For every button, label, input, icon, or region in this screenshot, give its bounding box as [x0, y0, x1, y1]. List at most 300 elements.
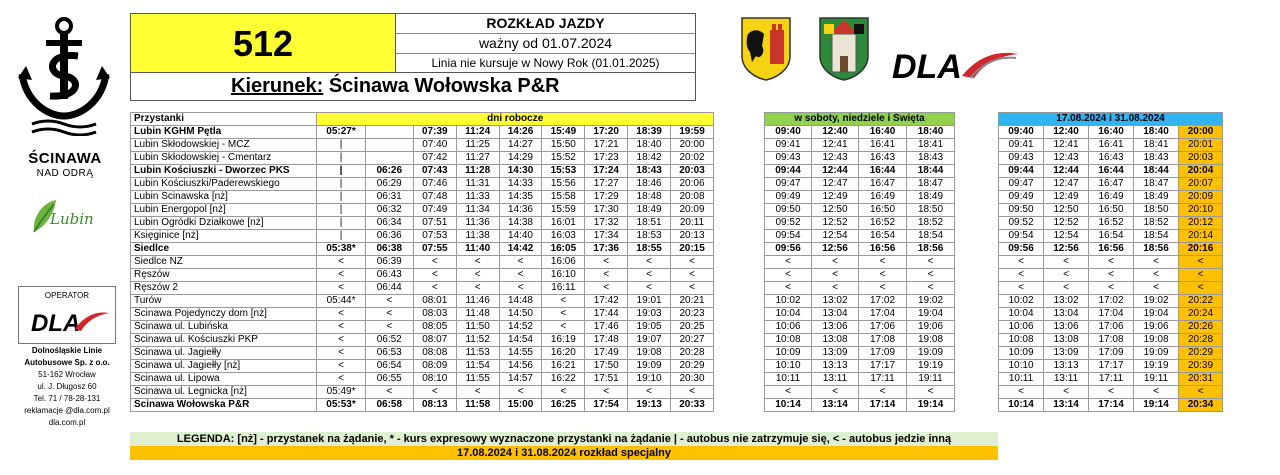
- departure-time: 20:06: [671, 178, 714, 191]
- departure-time: 17:51: [585, 373, 628, 386]
- departure-time: 20:21: [671, 295, 714, 308]
- departure-time: 06:31: [365, 191, 413, 204]
- departure-time: 19:09: [628, 360, 671, 373]
- departure-time: 09:40: [999, 126, 1044, 139]
- departure-time: 18:56: [1134, 243, 1179, 256]
- departure-time: 12:43: [1044, 152, 1089, 165]
- direction-label: Kierunek:: [231, 75, 324, 97]
- departure-time: 20:00: [671, 139, 714, 152]
- departure-time: 16:54: [1089, 230, 1134, 243]
- operator-postcode: 51-162 Wrocław: [38, 370, 96, 379]
- departure-time: <: [1179, 386, 1223, 399]
- table-row: [765, 373, 955, 386]
- departure-time: 15:56: [542, 178, 585, 191]
- departure-time: 05:49*: [317, 386, 365, 399]
- departure-time: 20:00: [1179, 126, 1223, 139]
- departure-time: 18:39: [628, 126, 671, 139]
- departure-time: <: [907, 256, 955, 269]
- departure-time: 17:48: [585, 334, 628, 347]
- departure-time: 16:56: [1089, 243, 1134, 256]
- departure-time: 15:50: [542, 139, 585, 152]
- departure-time: <: [585, 256, 628, 269]
- stop-name: Ścinawa ul. Lubińska: [131, 321, 317, 334]
- table-row: [765, 399, 955, 412]
- departure-time: 14:42: [499, 243, 542, 256]
- departure-time: |: [317, 165, 365, 178]
- departure-time: 07:39: [413, 126, 456, 139]
- departure-time: <: [413, 256, 456, 269]
- table-row: [999, 256, 1223, 269]
- departure-time: 16:43: [1089, 152, 1134, 165]
- departure-time: 11:31: [456, 178, 499, 191]
- departure-time: 09:49: [765, 191, 812, 204]
- departure-time: 18:44: [1134, 165, 1179, 178]
- departure-time: |: [317, 152, 365, 165]
- table-row: [999, 347, 1223, 360]
- departure-time: 06:29: [365, 178, 413, 191]
- departure-time: <: [999, 256, 1044, 269]
- operator-website[interactable]: dla.com.pl: [48, 418, 86, 427]
- departure-time: 19:11: [907, 373, 955, 386]
- lubin-logo: [30, 196, 102, 236]
- departure-time: 18:54: [1134, 230, 1179, 243]
- departure-time: 13:06: [1044, 321, 1089, 334]
- departure-time: 19:19: [1134, 360, 1179, 373]
- table-row: [765, 282, 955, 295]
- departure-time: 19:13: [628, 399, 671, 412]
- departure-time: 19:14: [907, 399, 955, 412]
- departure-time: 18:41: [907, 139, 955, 152]
- stop-name: Lubin Skłodowskiej - MCZ: [131, 139, 317, 152]
- departure-time: <: [317, 256, 365, 269]
- departure-time: 18:51: [628, 217, 671, 230]
- departure-time: 14:30: [499, 165, 542, 178]
- departure-time: 17:17: [859, 360, 907, 373]
- departure-time: 11:58: [456, 399, 499, 412]
- operator-box: [18, 286, 116, 344]
- departure-time: 15:49: [542, 126, 585, 139]
- departure-time: <: [1044, 282, 1089, 295]
- departure-time: 16:47: [1089, 178, 1134, 191]
- departure-time: <: [1179, 269, 1223, 282]
- departure-time: 18:44: [907, 165, 955, 178]
- departure-time: 16:40: [1089, 126, 1134, 139]
- departure-time: <: [542, 321, 585, 334]
- departure-time: 18:52: [1134, 217, 1179, 230]
- special-rows: [999, 126, 1223, 412]
- table-row: [999, 321, 1223, 334]
- departure-time: 17:08: [859, 334, 907, 347]
- table-row: [999, 373, 1223, 386]
- departure-time: 20:07: [1179, 178, 1223, 191]
- table-row: [999, 269, 1223, 282]
- departure-time: 20:33: [671, 399, 714, 412]
- table-row: [765, 165, 955, 178]
- stop-name: Księginice [nż]: [131, 230, 317, 243]
- departure-time: <: [317, 373, 365, 386]
- departure-time: 16:01: [542, 217, 585, 230]
- departure-time: 18:48: [628, 191, 671, 204]
- departure-time: 20:01: [1179, 139, 1223, 152]
- departure-time: 20:04: [1179, 165, 1223, 178]
- table-row: [765, 360, 955, 373]
- departure-time: <: [317, 360, 365, 373]
- departure-time: <: [317, 282, 365, 295]
- service-note: Linia nie kursuje w Nowy Rok (01.01.2025): [431, 56, 660, 70]
- departure-time: 19:14: [1134, 399, 1179, 412]
- departure-time: <: [365, 308, 413, 321]
- departure-time: 11:38: [456, 230, 499, 243]
- departure-time: 09:44: [765, 165, 812, 178]
- departure-time: 11:40: [456, 243, 499, 256]
- departure-time: 18:49: [628, 204, 671, 217]
- departure-time: <: [317, 269, 365, 282]
- departure-time: 13:02: [812, 295, 859, 308]
- departure-time: 13:04: [1044, 308, 1089, 321]
- departure-time: 16:43: [859, 152, 907, 165]
- departure-time: <: [1134, 386, 1179, 399]
- table-row: [765, 204, 955, 217]
- stop-name: Siedlce NŻ: [131, 256, 317, 269]
- departure-time: 13:14: [1044, 399, 1089, 412]
- departure-time: <: [1089, 269, 1134, 282]
- departure-time: 17:14: [859, 399, 907, 412]
- departure-time: 17:04: [1089, 308, 1134, 321]
- table-row: [999, 243, 1223, 256]
- table-row: [131, 373, 714, 386]
- departure-time: <: [812, 269, 859, 282]
- departure-time: 20:34: [1179, 399, 1223, 412]
- departure-time: <: [365, 386, 413, 399]
- departure-time: 06:53: [365, 347, 413, 360]
- departure-time: 14:52: [499, 321, 542, 334]
- departure-time: <: [999, 282, 1044, 295]
- departure-time: |: [317, 178, 365, 191]
- weekday-header: dni robocze: [317, 113, 714, 126]
- departure-time: 19:02: [1134, 295, 1179, 308]
- departure-time: <: [317, 321, 365, 334]
- departure-time: 19:09: [1134, 347, 1179, 360]
- departure-time: 16:21: [542, 360, 585, 373]
- table-row: [999, 399, 1223, 412]
- table-row: [999, 178, 1223, 191]
- departure-time: 17:02: [1089, 295, 1134, 308]
- departure-time: 08:07: [413, 334, 456, 347]
- departure-time: 18:43: [907, 152, 955, 165]
- departure-time: <: [628, 269, 671, 282]
- operator-street: ul. J. Długosz 60: [37, 382, 97, 391]
- stop-name: Lubin Skłodowskiej - Cmentarz: [131, 152, 317, 165]
- departure-time: 13:14: [812, 399, 859, 412]
- departure-time: 20:15: [671, 243, 714, 256]
- departure-time: 10:11: [765, 373, 812, 386]
- stop-name: Lubin Ścinawska [nż]: [131, 191, 317, 204]
- departure-time: <: [499, 269, 542, 282]
- departure-time: 06:43: [365, 269, 413, 282]
- departure-time: 09:54: [765, 230, 812, 243]
- departure-time: 18:40: [1134, 126, 1179, 139]
- departure-time: 09:54: [999, 230, 1044, 243]
- departure-time: 12:54: [1044, 230, 1089, 243]
- departure-time: 17:27: [585, 178, 628, 191]
- departure-time: 14:55: [499, 347, 542, 360]
- departure-time: <: [628, 386, 671, 399]
- departure-time: 18:40: [907, 126, 955, 139]
- departure-time: 17:09: [859, 347, 907, 360]
- departure-time: 10:09: [999, 347, 1044, 360]
- departure-time: 12:52: [1044, 217, 1089, 230]
- stop-name: Siedlce: [131, 243, 317, 256]
- departure-time: 20:39: [1179, 360, 1223, 373]
- departure-time: 14:38: [499, 217, 542, 230]
- departure-time: 19:07: [628, 334, 671, 347]
- departure-time: 16:49: [859, 191, 907, 204]
- departure-time: <: [859, 282, 907, 295]
- departure-time: 14:26: [499, 126, 542, 139]
- departure-time: |: [317, 217, 365, 230]
- departure-time: 10:02: [765, 295, 812, 308]
- table-row: [999, 360, 1223, 373]
- table-row: [131, 243, 714, 256]
- departure-time: 11:36: [456, 217, 499, 230]
- table-row: [765, 269, 955, 282]
- special-header: 17.08.2024 i 31.08.2024: [999, 113, 1223, 126]
- title-box: [396, 13, 696, 73]
- departure-time: <: [1044, 386, 1089, 399]
- departure-time: 11:34: [456, 204, 499, 217]
- departure-time: 19:08: [1134, 334, 1179, 347]
- special-timetable: [998, 112, 1223, 412]
- departure-time: 11:25: [456, 139, 499, 152]
- departure-time: 10:04: [765, 308, 812, 321]
- departure-time: 20:09: [1179, 191, 1223, 204]
- departure-time: 13:04: [812, 308, 859, 321]
- departure-time: 19:02: [907, 295, 955, 308]
- departure-time: <: [542, 308, 585, 321]
- table-row: [765, 243, 955, 256]
- departure-time: 18:49: [1134, 191, 1179, 204]
- departure-time: 16:50: [859, 204, 907, 217]
- departure-time: 19:04: [1134, 308, 1179, 321]
- departure-time: 10:10: [999, 360, 1044, 373]
- departure-time: 14:54: [499, 334, 542, 347]
- departure-time: <: [413, 269, 456, 282]
- departure-time: 17:30: [585, 204, 628, 217]
- departure-time: 19:03: [628, 308, 671, 321]
- coat-of-arms-tower-icon: [818, 16, 870, 82]
- departure-time: |: [317, 191, 365, 204]
- departure-time: 11:52: [456, 334, 499, 347]
- stop-name: Lubin Kościuszki/Paderewskiego: [131, 178, 317, 191]
- table-row: [131, 204, 714, 217]
- departure-time: 14:35: [499, 191, 542, 204]
- departure-time: 11:46: [456, 295, 499, 308]
- departure-time: <: [671, 269, 714, 282]
- departure-time: <: [628, 282, 671, 295]
- stops-header: Przystanki: [131, 113, 317, 126]
- departure-time: 05:38*: [317, 243, 365, 256]
- departure-time: 20:08: [671, 191, 714, 204]
- departure-time: 13:09: [1044, 347, 1089, 360]
- departure-time: 07:55: [413, 243, 456, 256]
- departure-time: <: [1089, 256, 1134, 269]
- departure-time: 15:52: [542, 152, 585, 165]
- departure-time: 20:03: [671, 165, 714, 178]
- departure-time: 20:14: [1179, 230, 1223, 243]
- departure-time: 19:11: [1134, 373, 1179, 386]
- departure-time: |: [317, 204, 365, 217]
- departure-time: [365, 152, 413, 165]
- departure-time: 08:03: [413, 308, 456, 321]
- departure-time: 20:24: [1179, 308, 1223, 321]
- departure-time: 15:00: [499, 399, 542, 412]
- departure-time: 09:50: [765, 204, 812, 217]
- departure-time: 15:59: [542, 204, 585, 217]
- departure-time: <: [1134, 269, 1179, 282]
- departure-time: 14:57: [499, 373, 542, 386]
- departure-time: 12:50: [812, 204, 859, 217]
- table-row: [131, 126, 714, 139]
- departure-time: 08:05: [413, 321, 456, 334]
- departure-time: 12:47: [1044, 178, 1089, 191]
- departure-time: 10:09: [765, 347, 812, 360]
- table-row: [765, 230, 955, 243]
- departure-time: 06:58: [365, 399, 413, 412]
- departure-time: <: [1134, 282, 1179, 295]
- departure-time: 16:52: [859, 217, 907, 230]
- departure-time: 09:50: [999, 204, 1044, 217]
- departure-time: 18:56: [907, 243, 955, 256]
- departure-time: 08:13: [413, 399, 456, 412]
- departure-time: 06:36: [365, 230, 413, 243]
- departure-time: 06:54: [365, 360, 413, 373]
- table-row: [131, 399, 714, 412]
- departure-time: 12:44: [1044, 165, 1089, 178]
- departure-time: 06:26: [365, 165, 413, 178]
- departure-time: 19:08: [628, 347, 671, 360]
- direction: [130, 73, 696, 101]
- departure-time: 10:02: [999, 295, 1044, 308]
- departure-time: 14:33: [499, 178, 542, 191]
- operator-label: OPERATOR: [44, 291, 90, 300]
- departure-time: <: [907, 386, 955, 399]
- departure-time: 11:27: [456, 152, 499, 165]
- departure-time: 12:43: [812, 152, 859, 165]
- valid-from: ważny od 01.07.2024: [396, 34, 695, 54]
- departure-time: 06:34: [365, 217, 413, 230]
- stop-name: Ścinawa ul. Jagiełły: [131, 347, 317, 360]
- departure-time: <: [859, 269, 907, 282]
- departure-time: 09:43: [765, 152, 812, 165]
- table-row: [131, 321, 714, 334]
- departure-time: 14:29: [499, 152, 542, 165]
- departure-time: <: [365, 295, 413, 308]
- table-row: [999, 191, 1223, 204]
- operator-name-line-1: Dolnośląskie Linie: [31, 346, 103, 355]
- departure-time: <: [456, 386, 499, 399]
- departure-time: <: [1179, 256, 1223, 269]
- departure-time: 17:32: [585, 217, 628, 230]
- departure-time: 12:44: [812, 165, 859, 178]
- departure-time: 16:11: [542, 282, 585, 295]
- operator-phone: Tel. 71 / 78-28-131: [33, 394, 101, 403]
- departure-time: 11:54: [456, 360, 499, 373]
- departure-time: 11:48: [456, 308, 499, 321]
- departure-time: 17:02: [859, 295, 907, 308]
- town-name: ŚCINAWA: [28, 150, 102, 167]
- departure-time: 09:52: [999, 217, 1044, 230]
- departure-time: 15:53: [542, 165, 585, 178]
- departure-time: 12:54: [812, 230, 859, 243]
- departure-time: 09:52: [765, 217, 812, 230]
- stop-name: Lubin KGHM Pętla: [131, 126, 317, 139]
- departure-time: 17:42: [585, 295, 628, 308]
- departure-time: 12:52: [812, 217, 859, 230]
- departure-time: 09:49: [999, 191, 1044, 204]
- weekend-rows: [765, 126, 955, 412]
- stop-name: Ścinawa ul. Lipowa: [131, 373, 317, 386]
- departure-time: 12:47: [812, 178, 859, 191]
- departure-time: <: [585, 269, 628, 282]
- departure-time: 19:04: [907, 308, 955, 321]
- departure-time: 08:08: [413, 347, 456, 360]
- departure-time: 20:13: [671, 230, 714, 243]
- departure-time: 10:14: [999, 399, 1044, 412]
- departure-time: 20:11: [671, 217, 714, 230]
- departure-time: 18:46: [628, 178, 671, 191]
- departure-time: 16:49: [1089, 191, 1134, 204]
- departure-time: 13:06: [812, 321, 859, 334]
- operator-email[interactable]: reklamacje @dla.com.pl: [24, 406, 110, 415]
- departure-time: 16:50: [1089, 204, 1134, 217]
- departure-time: 19:59: [671, 126, 714, 139]
- departure-time: 18:54: [907, 230, 955, 243]
- departure-time: 20:31: [1179, 373, 1223, 386]
- departure-time: <: [907, 282, 955, 295]
- departure-time: <: [765, 282, 812, 295]
- table-row: [765, 321, 955, 334]
- departure-time: 20:28: [1179, 334, 1223, 347]
- departure-time: 12:49: [812, 191, 859, 204]
- table-row: [765, 295, 955, 308]
- departure-time: <: [765, 269, 812, 282]
- departure-time: 18:52: [907, 217, 955, 230]
- departure-time: <: [999, 386, 1044, 399]
- departure-time: 09:56: [999, 243, 1044, 256]
- operator-info: [18, 345, 116, 429]
- table-row: [131, 386, 714, 399]
- departure-time: 17:34: [585, 230, 628, 243]
- departure-time: 10:08: [765, 334, 812, 347]
- departure-time: <: [1089, 386, 1134, 399]
- departure-time: 06:44: [365, 282, 413, 295]
- table-row: [131, 152, 714, 165]
- departure-time: 17:46: [585, 321, 628, 334]
- departure-time: <: [671, 282, 714, 295]
- special-note: 17.08.2024 i 31.08.2024 rozkład specjalny: [130, 446, 998, 460]
- departure-time: 12:41: [1044, 139, 1089, 152]
- departure-time: 13:02: [1044, 295, 1089, 308]
- departure-time: <: [499, 386, 542, 399]
- departure-time: 11:53: [456, 347, 499, 360]
- departure-time: 14:36: [499, 204, 542, 217]
- table-row: [765, 217, 955, 230]
- departure-time: 07:48: [413, 191, 456, 204]
- departure-time: 12:40: [812, 126, 859, 139]
- table-row: [999, 334, 1223, 347]
- table-row: [999, 165, 1223, 178]
- table-row: [999, 230, 1223, 243]
